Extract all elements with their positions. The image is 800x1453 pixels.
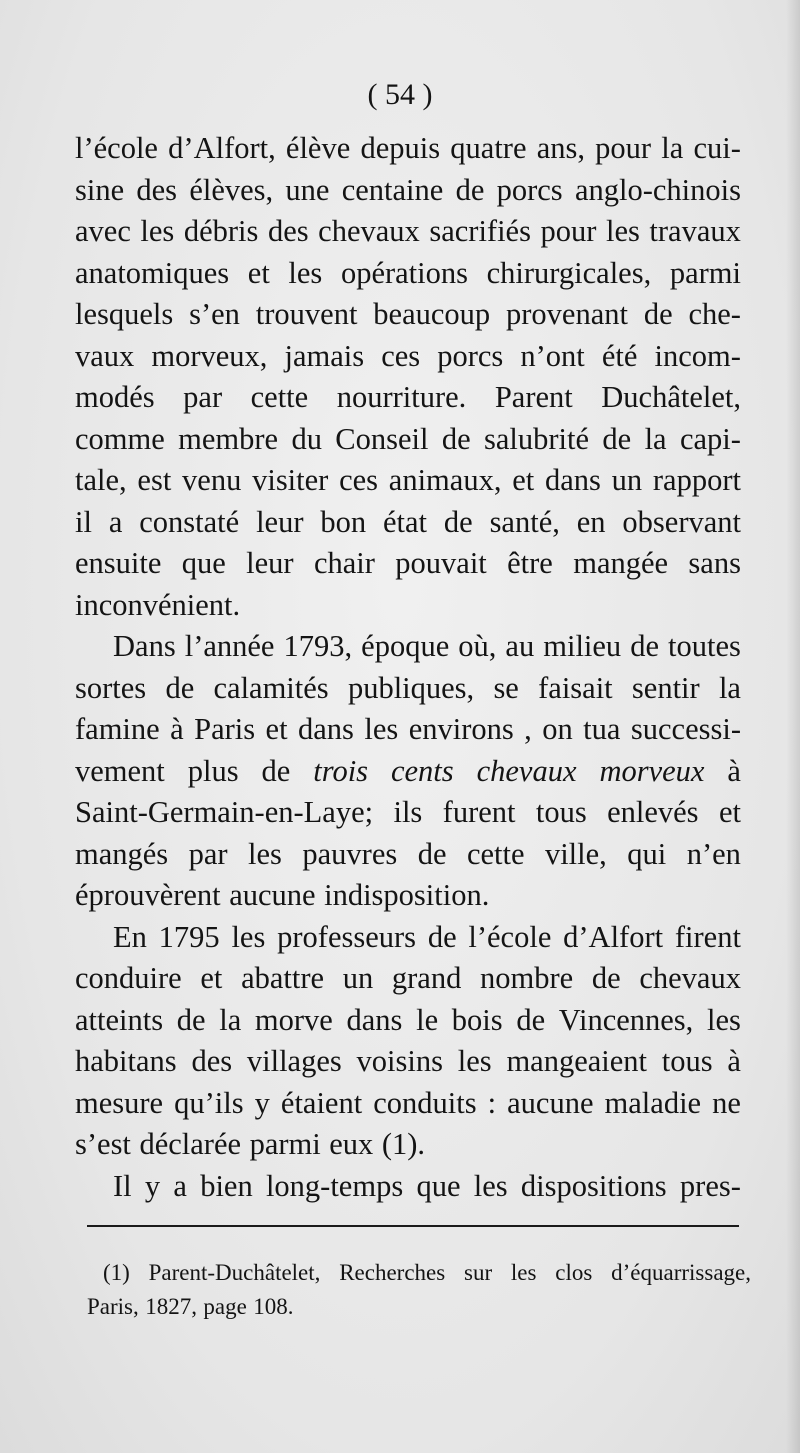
word: beaucoup: [373, 297, 491, 331]
text-line: [75, 336, 741, 378]
word: l’école: [75, 131, 158, 165]
word: y: [144, 1168, 161, 1203]
word: éprouvèrent: [75, 878, 221, 912]
word: a: [173, 1168, 187, 1203]
word: maladie: [604, 1085, 702, 1120]
word: ne: [712, 1085, 741, 1120]
word: pres-: [679, 1168, 741, 1203]
text-line: [75, 460, 741, 502]
word: Saint-Germain-en-Laye;: [75, 795, 374, 829]
text-line: [75, 875, 741, 917]
word: vaux: [75, 338, 135, 373]
text-line: [75, 1124, 741, 1166]
word: vement: [75, 753, 165, 788]
word: En: [113, 919, 147, 954]
word: abattre: [241, 961, 325, 995]
word: aucune: [507, 1085, 594, 1120]
word: chevaux: [476, 753, 577, 788]
word: environs: [408, 712, 514, 746]
word: époque: [361, 629, 450, 663]
word: du: [291, 421, 322, 456]
word: à: [727, 753, 741, 788]
text-line: [75, 585, 741, 627]
word: anglo-chinois: [574, 172, 741, 207]
text-line: [75, 626, 741, 668]
word: être: [507, 546, 553, 580]
word: porcs: [496, 172, 563, 207]
word: habitans: [75, 1044, 177, 1078]
word: et: [718, 795, 741, 829]
word: que: [181, 546, 226, 580]
footnote-line: [87, 1290, 751, 1324]
word: calamités: [213, 670, 329, 705]
word: tous: [535, 795, 587, 829]
word: opérations: [340, 255, 468, 290]
word: morve: [254, 1002, 333, 1037]
word: de: [443, 504, 473, 539]
word: lesquels: [75, 297, 174, 331]
text-line: [75, 211, 741, 253]
word: Dans: [113, 629, 176, 663]
word: qui: [627, 836, 667, 871]
word: leur: [246, 546, 294, 580]
word: centaine: [341, 172, 444, 207]
word: atteints: [75, 1002, 164, 1037]
word: et: [512, 463, 535, 497]
word: (1): [103, 1260, 130, 1285]
word: le: [416, 1002, 439, 1037]
word: chevaux: [318, 214, 420, 248]
word: n’en: [686, 836, 741, 871]
word: les: [231, 919, 266, 954]
word: de: [591, 961, 621, 995]
word: dispositions: [520, 1168, 667, 1203]
word: cents: [390, 753, 454, 788]
word: qu’ils: [174, 1085, 244, 1120]
word: jamais: [284, 338, 365, 373]
word: tua: [583, 712, 621, 746]
word: les: [364, 712, 399, 746]
word: conduits: [373, 1085, 477, 1120]
word: élève: [285, 131, 351, 165]
word: professeurs: [277, 919, 417, 954]
word: les: [473, 1168, 508, 1203]
word: parmi: [669, 255, 741, 290]
word: (1).: [381, 1127, 426, 1161]
word: pour: [595, 131, 652, 165]
word: une: [285, 172, 330, 207]
word: grand: [391, 961, 462, 995]
word: les: [288, 255, 323, 290]
word: bois: [451, 1002, 503, 1037]
word: porcs: [437, 338, 504, 373]
word: de: [417, 836, 447, 871]
footnote: [87, 1256, 751, 1324]
word: est: [137, 463, 172, 497]
text-line: [75, 958, 741, 1000]
text-line: [75, 502, 741, 544]
word: les: [706, 1002, 741, 1037]
word: visiter: [252, 463, 329, 497]
word: ,: [524, 712, 532, 746]
word: les: [510, 1260, 537, 1285]
text-line: [75, 170, 741, 212]
word: observant: [622, 504, 741, 539]
word: sacrifiés: [429, 214, 531, 248]
word: déclarée: [139, 1127, 242, 1161]
word: eux: [329, 1127, 374, 1161]
word: depuis: [360, 131, 441, 165]
text-line: [75, 543, 741, 585]
word: mesure: [75, 1085, 164, 1120]
word: mangée: [573, 546, 669, 580]
word: successi-: [630, 712, 741, 746]
word: a: [108, 504, 123, 539]
word: par: [183, 380, 223, 414]
text-line: [75, 917, 741, 959]
word: 1795: [158, 919, 220, 954]
word: trois: [313, 753, 369, 788]
word: débris: [183, 214, 259, 248]
word: constaté: [139, 504, 240, 539]
word: animaux,: [388, 463, 502, 497]
word: l’année: [184, 629, 275, 663]
word: clos: [555, 1260, 593, 1285]
word: de: [643, 297, 673, 331]
word: comme: [75, 421, 165, 456]
text-line: [75, 1041, 741, 1083]
word: ils: [393, 795, 423, 829]
word: membre: [178, 421, 279, 456]
word: et: [265, 712, 288, 746]
word: famine: [75, 712, 160, 746]
word: pauvres: [302, 836, 398, 871]
word: par: [188, 836, 228, 871]
text-line: [75, 1166, 741, 1208]
word: chirurgicales,: [486, 255, 652, 290]
word: de: [630, 629, 660, 663]
word: les: [457, 1044, 492, 1078]
word: ces: [339, 463, 379, 497]
word: anatomiques: [75, 255, 230, 290]
word: capi-: [679, 421, 741, 456]
word: s’est: [75, 1127, 131, 1161]
word: pour: [540, 214, 597, 248]
word: Parent: [494, 380, 573, 414]
word: les: [248, 836, 282, 871]
word: che-: [688, 297, 741, 331]
word: on: [542, 712, 573, 746]
word: la: [718, 670, 741, 705]
word: firent: [674, 919, 741, 954]
word: chair: [313, 546, 375, 580]
word: chevaux: [639, 961, 741, 995]
word: Conseil: [335, 421, 429, 456]
word: des: [191, 1044, 233, 1078]
word: d’Alfort,: [168, 131, 276, 165]
word: tous: [661, 1044, 713, 1078]
word: les: [605, 214, 640, 248]
word: enlevés: [607, 795, 699, 829]
text-line: [75, 1000, 741, 1042]
word: ensuite: [75, 546, 162, 580]
word: au: [505, 629, 535, 663]
word: l’école: [468, 919, 552, 954]
footnote-line: [87, 1256, 751, 1290]
word: milieu: [543, 629, 622, 663]
word: travaux: [649, 214, 741, 248]
word: pouvait: [395, 546, 487, 580]
word: en: [576, 504, 606, 539]
word: santé,: [489, 504, 560, 539]
word: parmi: [249, 1127, 321, 1161]
text-line: [75, 668, 741, 710]
word: sur: [464, 1260, 493, 1285]
word: dans: [298, 712, 354, 746]
word: Paris: [194, 712, 256, 746]
word: à: [170, 712, 184, 746]
footnote-rule: [87, 1225, 739, 1227]
word: 1793,: [283, 629, 353, 663]
word: quatre: [450, 131, 527, 165]
word: s’en: [189, 297, 240, 331]
word: nombre: [480, 961, 574, 995]
word: dans: [346, 1002, 403, 1037]
word: il: [75, 504, 92, 539]
word: de: [176, 1002, 206, 1037]
word: de: [261, 753, 291, 788]
word: Parent-Duchâtelet,: [148, 1260, 321, 1285]
body-text: [75, 128, 741, 1207]
word: villages: [246, 1044, 342, 1078]
word: long-temps: [265, 1168, 404, 1203]
word: les: [140, 214, 175, 248]
word: d’équarrissage,: [611, 1260, 751, 1285]
word: nourriture.: [336, 380, 467, 414]
word: Il: [113, 1168, 132, 1203]
text-line: [75, 792, 741, 834]
word: étaient: [280, 1085, 363, 1120]
word: morveux,: [151, 338, 268, 373]
word: des: [267, 214, 309, 248]
word: de: [516, 1002, 546, 1037]
word: la: [219, 1002, 242, 1037]
word: se: [493, 670, 519, 705]
text-line: [75, 419, 741, 461]
word: publiques,: [347, 670, 475, 705]
text-line: [75, 294, 741, 336]
text-line: [75, 128, 741, 170]
word: modés: [75, 380, 155, 414]
word: sortes: [75, 670, 147, 705]
word: plus: [187, 753, 239, 788]
word: ces: [381, 338, 421, 373]
text-line: [75, 751, 741, 793]
text-line: [75, 709, 741, 751]
word: cette: [466, 836, 525, 871]
word: bon: [320, 504, 367, 539]
word: furent: [442, 795, 516, 829]
text-line: [75, 253, 741, 295]
word: sans: [688, 546, 741, 580]
word: 108.: [253, 1294, 294, 1319]
word: de: [602, 421, 632, 456]
word: page: [203, 1294, 247, 1319]
word: de: [427, 919, 457, 954]
word: salubrité: [484, 421, 590, 456]
word: ville,: [544, 836, 607, 871]
word: ans,: [536, 131, 585, 165]
word: avec: [75, 214, 131, 248]
word: élèves,: [189, 172, 274, 207]
word: de: [165, 670, 195, 705]
word: la: [661, 131, 684, 165]
word: bien: [200, 1168, 253, 1203]
word: la: [644, 421, 667, 456]
word: rapport: [652, 463, 741, 497]
word: inconvénient.: [75, 587, 241, 622]
word: de: [441, 421, 471, 456]
word: n’ont: [520, 338, 585, 373]
word: 1827,: [145, 1294, 197, 1319]
word: état: [382, 504, 428, 539]
text-line: [75, 1083, 741, 1125]
word: tale,: [75, 463, 127, 497]
word: où,: [458, 629, 497, 663]
word: incom-: [654, 338, 741, 373]
word: sine: [75, 172, 125, 207]
text-line: [75, 377, 741, 419]
word: un: [611, 463, 643, 497]
word: d’Alfort: [563, 919, 664, 954]
word: sentir: [631, 670, 700, 705]
word: Duchâtelet,: [601, 380, 741, 414]
word: mangés: [75, 836, 169, 871]
word: été: [601, 338, 638, 373]
word: dans: [544, 463, 601, 497]
word: morveux: [599, 753, 705, 788]
word: un: [342, 961, 374, 995]
word: leur: [256, 504, 304, 539]
word: y: [254, 1085, 270, 1120]
word: Paris,: [87, 1294, 139, 1319]
word: des: [136, 172, 178, 207]
word: cette: [250, 380, 309, 414]
word: et: [200, 961, 223, 995]
word: aucune: [229, 878, 316, 912]
word: indisposition.: [324, 878, 490, 912]
word: Vincennes,: [558, 1002, 694, 1037]
word: provenant: [506, 297, 628, 331]
word: que: [416, 1168, 461, 1203]
word: de: [455, 172, 485, 207]
word: faisait: [538, 670, 613, 705]
word: trouvent: [255, 297, 358, 331]
word: et: [247, 255, 270, 290]
word: conduire: [75, 961, 182, 995]
text-line: [75, 834, 741, 876]
word: à: [727, 1044, 741, 1078]
word: cui-: [693, 131, 741, 165]
word: mangeaient: [506, 1044, 648, 1078]
word: toutes: [668, 629, 741, 663]
word: venu: [182, 463, 242, 497]
word: voisins: [356, 1044, 443, 1078]
word: Recherches: [339, 1260, 446, 1285]
page-number: ( 54 ): [367, 78, 433, 111]
word: :: [487, 1085, 497, 1120]
page-edge-shadow: [786, 0, 800, 1453]
